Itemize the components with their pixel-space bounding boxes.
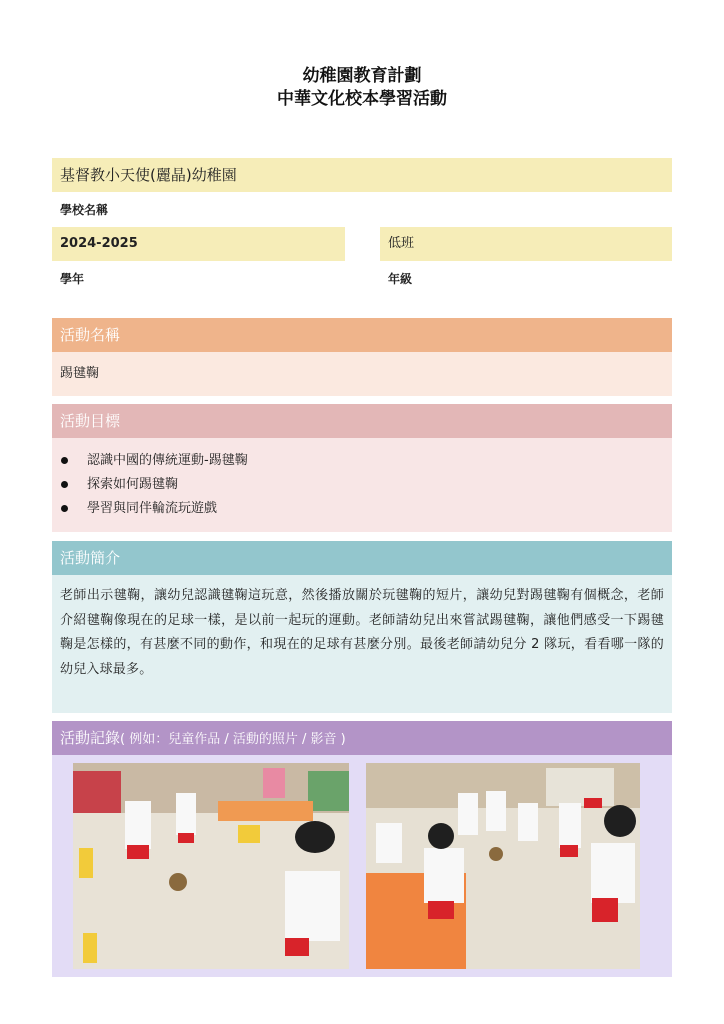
- activity-name-value: 踢毽鞠: [52, 352, 672, 396]
- activity-photo-1: [73, 763, 349, 969]
- page-title: 幼稚園教育計劃: [302, 66, 422, 86]
- grade-label: 年級: [388, 272, 413, 286]
- intro-body: [52, 575, 672, 713]
- objective-item: 學習與同伴輪流玩遊戲: [52, 497, 672, 521]
- record-note: ( 例如：兒童作品 / 活動的照片 / 影音 ): [120, 732, 346, 747]
- school-name-label: 學校名稱: [60, 203, 109, 217]
- school-year-field: 2024-2025: [52, 227, 345, 261]
- objectives-body: [52, 438, 672, 532]
- record-title: 活動記錄: [60, 729, 121, 747]
- objectives-list: [52, 438, 672, 521]
- intro-text: 老師出示毽鞠，讓幼兒認識毽鞠這玩意，然後播放關於玩毽鞠的短片，讓幼兒對踢毽鞠有個概念，老師介紹毽鞠像現在的足球一樣，是以前一起玩的運動。老師請幼兒出來嘗試踢毽鞠，讓他們感受一下踢毽鞠是怎樣的，有甚麼不同的動作，和現在的足球有甚麼分別。最後老師請幼兒分 2 隊玩，看看哪一隊的幼兒入球最多。: [60, 588, 664, 677]
- objectives-header: 活動目標: [52, 404, 672, 438]
- intro-header: 活動簡介: [52, 541, 672, 575]
- activity-name-header: 活動名稱: [52, 318, 672, 352]
- school-year-label: 學年: [60, 272, 85, 286]
- school-name-field: 基督教小天使(麗晶)幼稚園: [52, 158, 672, 192]
- record-header: [52, 721, 672, 755]
- objective-item: 探索如何踢毽鞠: [52, 473, 672, 497]
- grade-field: 低班: [380, 227, 672, 261]
- activity-photo-2: [366, 763, 640, 969]
- objective-item: 認識中國的傳統運動-踢毽鞠: [52, 449, 672, 473]
- page-subtitle: 中華文化校本學習活動: [277, 89, 447, 109]
